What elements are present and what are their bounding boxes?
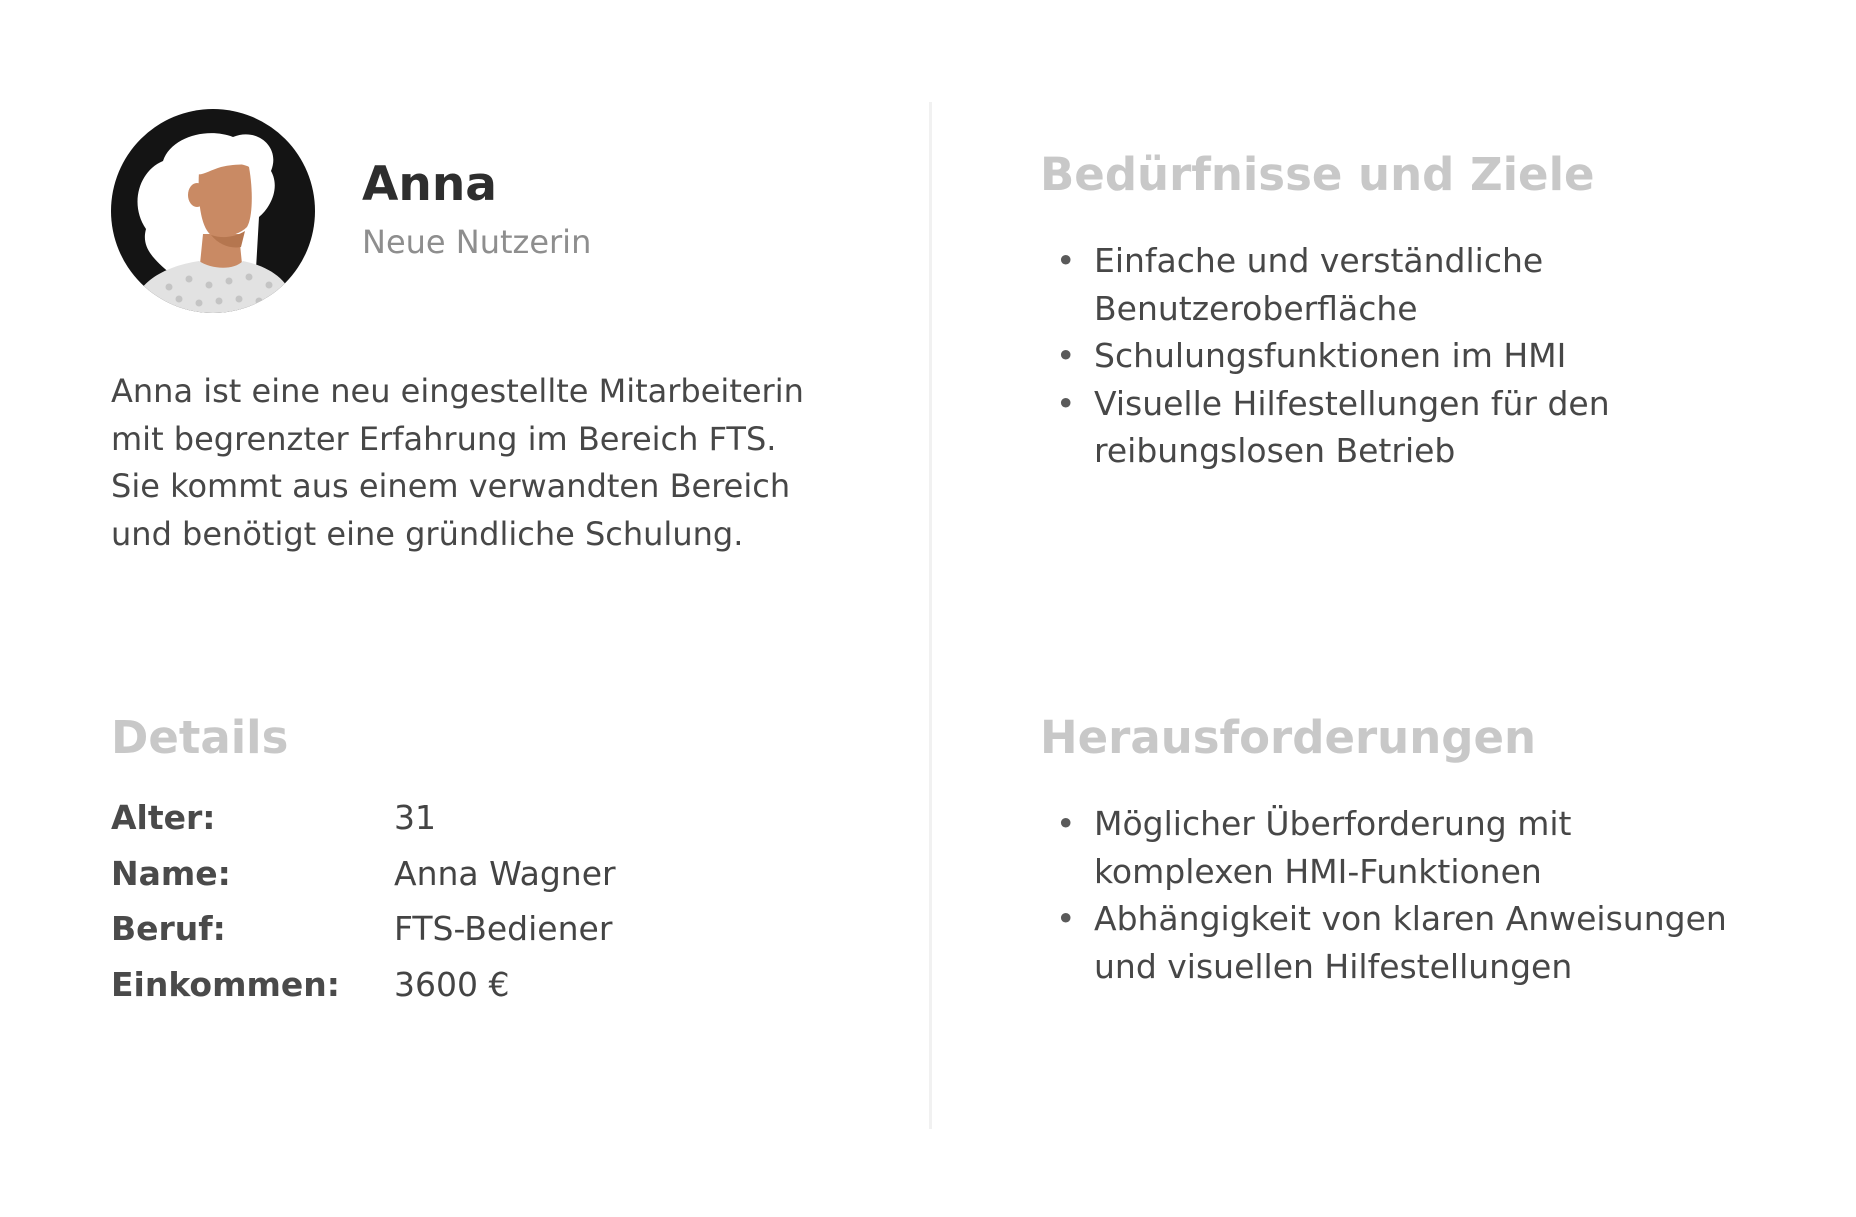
details-label: Name: bbox=[111, 853, 231, 893]
needs-heading: Bedürfnisse und Ziele bbox=[1040, 148, 1595, 201]
details-row-age bbox=[111, 790, 616, 846]
details-label: Alter: bbox=[111, 798, 216, 837]
bio-line: mit begrenzter Erfahrung im Bereich FTS. bbox=[111, 419, 777, 458]
details-row-name bbox=[111, 846, 616, 902]
persona-bio bbox=[111, 368, 871, 558]
bio-line: und benötigt eine gründliche Schulung. bbox=[111, 514, 744, 553]
details-row-income bbox=[111, 957, 616, 1013]
challenges-list bbox=[1040, 800, 1727, 990]
list-item bbox=[1040, 895, 1727, 990]
list-item-line: • Einfache und verständliche bbox=[1094, 241, 1544, 280]
needs-list bbox=[1040, 237, 1610, 475]
details-value: 3600 € bbox=[394, 964, 510, 1004]
persona-role: Neue Nutzerin bbox=[362, 223, 592, 261]
list-item-line: komplexen HMI-Funktionen bbox=[1094, 851, 1542, 891]
list-item-line: • Abhängigkeit von klaren Anweisungen bbox=[1094, 899, 1727, 938]
details-label: Beruf: bbox=[111, 909, 226, 948]
persona-name: Anna bbox=[362, 157, 498, 212]
list-item bbox=[1040, 332, 1610, 380]
list-item-line: und visuellen Hilfestellungen bbox=[1094, 946, 1573, 986]
details-value: FTS-Bediener bbox=[394, 909, 613, 948]
woman-avatar-icon bbox=[111, 109, 315, 313]
details-value: Anna Wagner bbox=[394, 853, 616, 893]
list-item bbox=[1040, 380, 1610, 475]
challenges-heading: Herausforderungen bbox=[1040, 711, 1537, 764]
details-row-job bbox=[111, 901, 616, 957]
list-item bbox=[1040, 237, 1610, 332]
details-table bbox=[111, 790, 616, 1012]
details-heading: Details bbox=[111, 711, 289, 764]
bio-line: Sie kommt aus einem verwandten Bereich bbox=[111, 467, 791, 505]
column-divider bbox=[929, 102, 932, 1129]
list-item-line: reibungslosen Betrieb bbox=[1094, 431, 1456, 470]
details-label: Einkommen: bbox=[111, 964, 340, 1004]
bio-line: Anna ist eine neu eingestellte Mitarbeiterin bbox=[111, 372, 804, 410]
list-item bbox=[1040, 800, 1727, 895]
list-item-line: Benutzeroberfläche bbox=[1094, 288, 1418, 328]
list-item-line: • Schulungsfunktionen im HMI bbox=[1094, 336, 1567, 375]
details-value: 31 bbox=[394, 798, 436, 837]
list-item-line: • Visuelle Hilfestellungen für den bbox=[1094, 383, 1610, 423]
list-item-line: • Möglicher Überforderung mit bbox=[1094, 804, 1572, 843]
